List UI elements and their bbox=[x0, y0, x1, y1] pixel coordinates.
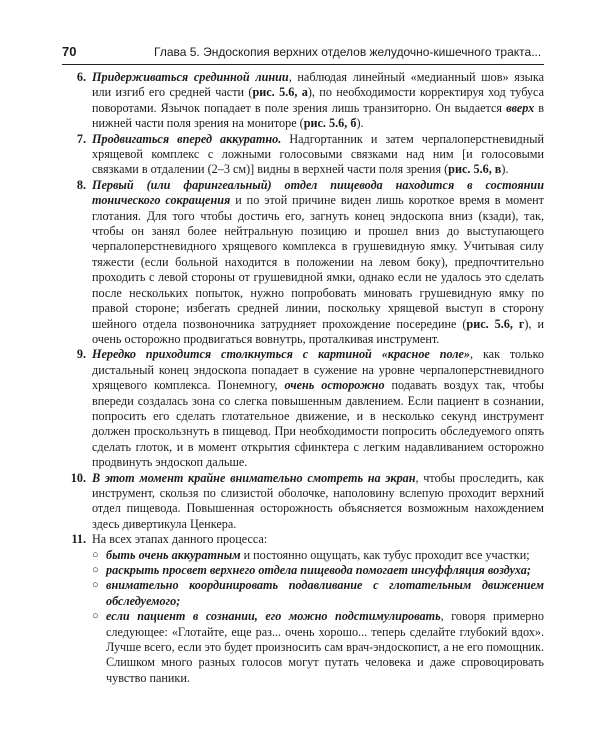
item-number: 8. bbox=[76, 177, 86, 192]
list-item-10 bbox=[62, 471, 544, 533]
header-rule bbox=[62, 64, 544, 65]
sub-item-text bbox=[106, 609, 544, 686]
item-lead: Первый (или фарингеальный) отдел пищевода находится в состоянии тонического сокращения bbox=[92, 177, 544, 208]
item-text bbox=[92, 70, 544, 132]
list-item-11 bbox=[62, 532, 544, 547]
item-text-part: , как только дистальный конец эндоскопа попадает в сужение на уровне черпалоперстневидного хрящевого комплекса. Понемногу, bbox=[92, 347, 545, 393]
item-text bbox=[92, 347, 544, 470]
item-text-part: , наблюдая линейный «медианный шов» языка или изгиб его средней части ( bbox=[92, 70, 544, 100]
figure-reference: рис. 5.6, б bbox=[303, 116, 357, 131]
item-text-part: ). bbox=[356, 116, 364, 131]
page-number: 70 bbox=[62, 44, 77, 59]
item-intro: На всех этапах данного процесса: bbox=[92, 532, 268, 547]
sub-item-text bbox=[106, 563, 544, 578]
item-lead: В этот момент крайне внимательно смотреть на экран bbox=[92, 470, 416, 485]
emphasis: вверх bbox=[506, 100, 535, 115]
sub-list-item bbox=[92, 563, 544, 578]
circle-bullet-icon: ○ bbox=[92, 579, 99, 592]
emphasis: если пациент в сознании, его можно подстимулировать bbox=[106, 609, 441, 624]
item-lead: Нередко приходится столкнуться с картиной «красное поле» bbox=[92, 347, 471, 362]
list-item-6 bbox=[62, 70, 544, 132]
item-lead: Продвигаться вперед аккуратно. bbox=[92, 131, 282, 146]
item-text-part: подавать воздух так, чтобы впереди создалась зона со слегка повышенным давлением. Если пациент в сознании, попросить его сделать глотательное движение, и в несколько секунд инструмент должен проскользнуть в пищевод. При необходимости попросить обследуемого опять сделать глоток, и в момент открытия сфинктера с легким надавливанием осторожно продвинуть эндоскоп дальше. bbox=[92, 378, 544, 470]
item-text-part: Надгортанник и затем черпалоперстневидный хрящевой комплекс с ложными голосовыми связками над ним [и голосовыми связками в отдалении (2–3 см)] видны в верхней части поля зрения ( bbox=[92, 131, 544, 177]
circle-bullet-icon: ○ bbox=[92, 548, 99, 561]
item-number: 7. bbox=[76, 131, 86, 146]
list-item-7 bbox=[62, 132, 544, 178]
emphasis: очень осторожно bbox=[284, 378, 385, 393]
item-text-part: ). bbox=[501, 162, 509, 177]
item-number: 9. bbox=[76, 347, 86, 362]
circle-bullet-icon: ○ bbox=[92, 610, 99, 623]
page-body bbox=[62, 70, 544, 686]
running-header bbox=[62, 42, 544, 64]
item-text-part: ), по необходимости корректируя ход тубуса поворотами. Язычок попадает в поле зрения лишь транзиторно. Он выдается bbox=[92, 85, 544, 115]
sub-list-item bbox=[92, 609, 544, 686]
figure-reference: рис. 5.6, а bbox=[252, 85, 308, 100]
sub-item-rest: , говоря примерно следующее: «Глотайте, еще раз... очень хорошо... теперь сделайте глубокий вдох». Лучше всего, если это будет произносить сам врач-эндоскопист, а не его помощник. Слишком много разных голосов могут путать человека и даже спровоцировать чувство паники. bbox=[106, 609, 544, 685]
list-item-9 bbox=[62, 347, 544, 470]
item-number: 6. bbox=[76, 70, 86, 84]
sub-item-text bbox=[106, 548, 544, 563]
sub-item-rest: и постоянно ощущать, как тубус проходит все участки; bbox=[240, 547, 530, 562]
emphasis: раскрыть просвет верхнего отдела пищевода помогает инсуффляция воздуха; bbox=[106, 563, 531, 577]
item-text bbox=[92, 471, 544, 533]
item-text-part: и по этой причине виден лишь короткое время в момент глотания. Для того чтобы достичь его, загнуть конец эндоскопа вниз (кзади), так, чтобы он занял более нейтральную позицию и прошел вниз до выступающего черпалоперстневидного хрящевого комплекса в грушевидную ямку. Учитывая силу тяжести (если больной находится в положении на левом боку), предпочтительно проходить с левой стороны от грушевидной ямки, однако если не удалось это сделать после нескольких попыток, нужно попробовать миновать грушевидную ямку по правой стороне; избегать средней линии, поскольку хрящевой выступ в сторону шейного отдела позвоночника затрудняет прохождение посередине ( bbox=[92, 193, 545, 331]
sub-item-text bbox=[106, 578, 544, 609]
chapter-title: Глава 5. Эндоскопия верхних отделов желудочно-кишечного тракта... bbox=[154, 45, 542, 59]
list-item-8 bbox=[62, 178, 544, 347]
emphasis: внимательно координировать подавливание с глотательным движением обследуемого; bbox=[106, 578, 544, 608]
circle-bullet-icon: ○ bbox=[92, 564, 99, 576]
figure-reference: рис. 5.6, г bbox=[466, 316, 525, 331]
item-text-part: в нижней части поля зрения на мониторе ( bbox=[92, 100, 544, 131]
item-text bbox=[92, 132, 544, 178]
item-text bbox=[92, 178, 544, 347]
emphasis: быть очень аккуратным bbox=[106, 547, 241, 562]
item-number: 11. bbox=[71, 532, 86, 547]
item-text-part: , чтобы проследить, как инструмент, скользя по слизистой оболочке, наполовину вслепую проходит верхний отдел пищевода. Повышенная осторожность объясняется возможным нахождением здесь дивертикула Ценкера. bbox=[92, 470, 544, 531]
item-number: 10. bbox=[70, 470, 86, 485]
sub-list-item bbox=[92, 548, 544, 563]
figure-reference: рис. 5.6, в bbox=[448, 162, 502, 177]
item-lead: Придерживаться срединной линии bbox=[92, 70, 289, 84]
sub-list-item bbox=[92, 578, 544, 609]
item-text-part: ), и очень осторожно продвигаться вовнутрь, проталкивая инструмент. bbox=[92, 316, 544, 346]
